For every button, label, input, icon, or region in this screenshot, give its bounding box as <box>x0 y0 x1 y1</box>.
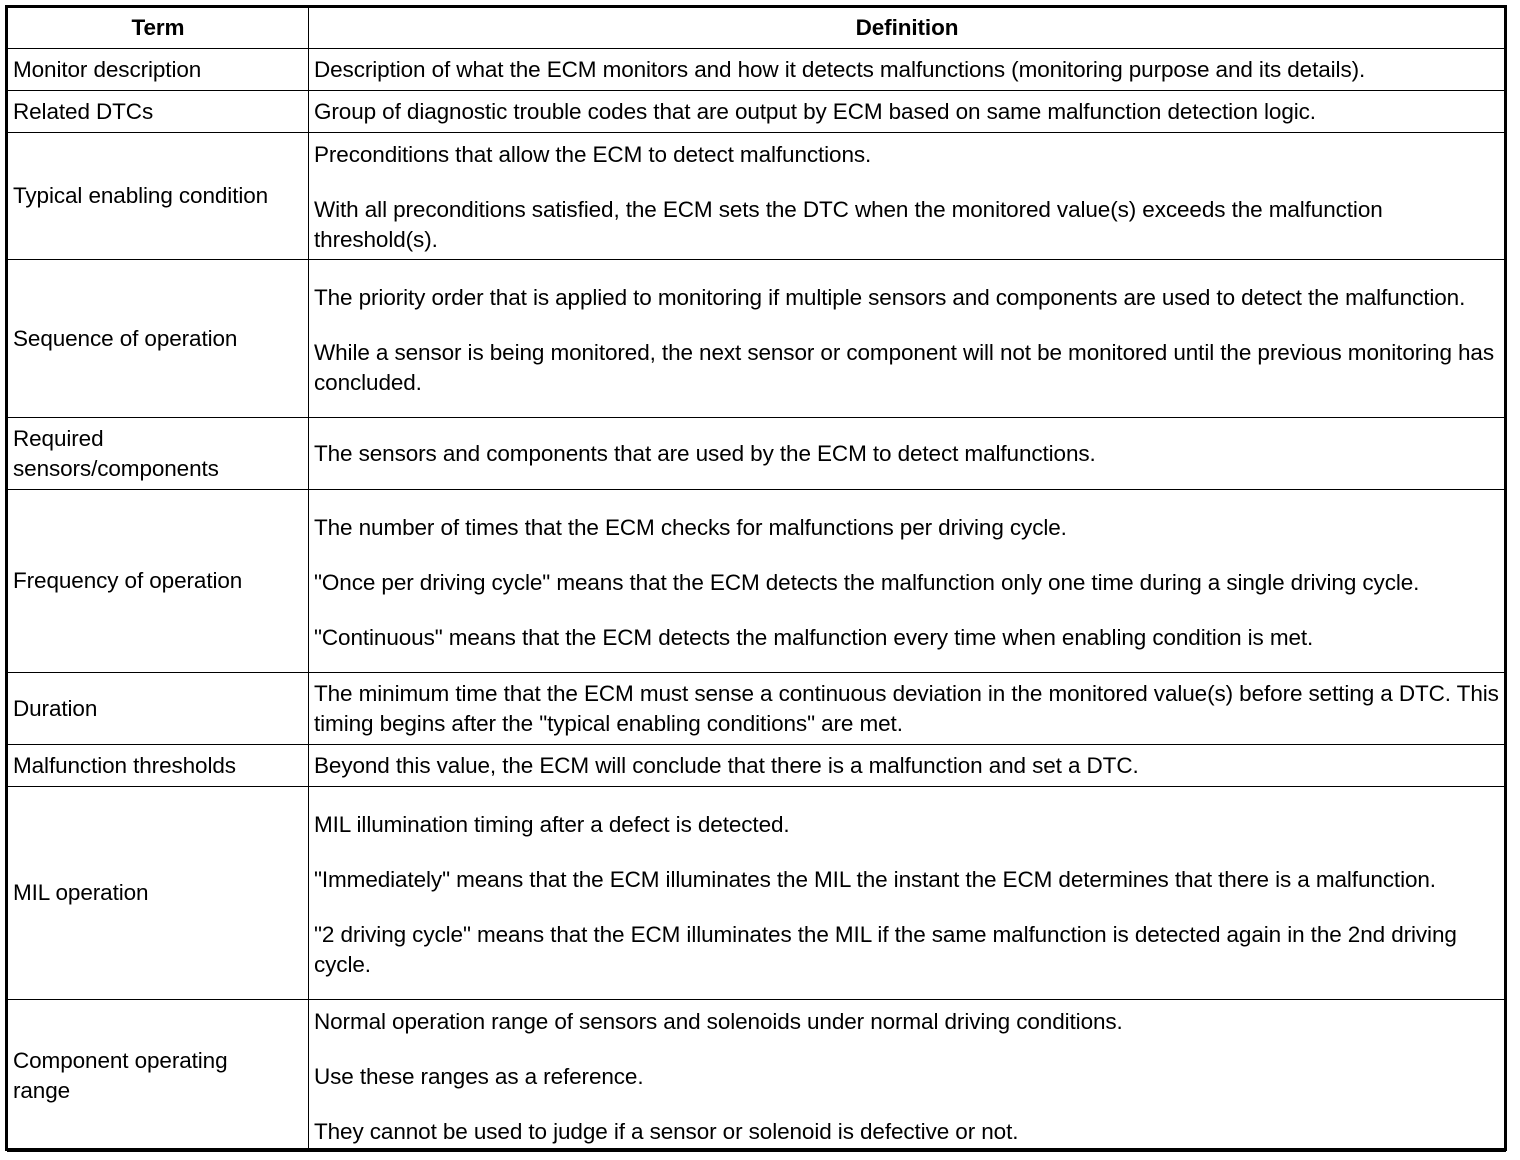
table-row <box>8 49 1506 91</box>
definition-cell <box>309 745 1506 787</box>
definition-paragraph: "Immediately" means that the ECM illuminates the MIL the instant the ECM determines that there is a malfunction. <box>314 866 1436 892</box>
table-row <box>8 673 1506 745</box>
definition-paragraph: MIL illumination timing after a defect is detected. <box>314 811 790 837</box>
definition-paragraph: Group of diagnostic trouble codes that are output by ECM based on same malfunction detection logic. <box>314 98 1316 124</box>
term-cell: Frequency of operation <box>8 490 309 673</box>
definition-cell <box>309 133 1506 260</box>
definition-paragraph: While a sensor is being monitored, the next sensor or component will not be monitored until the previous monitoring has concluded. <box>314 339 1494 395</box>
definition-cell <box>309 49 1506 91</box>
definition-paragraph: Beyond this value, the ECM will conclude that there is a malfunction and set a DTC. <box>314 752 1139 778</box>
table-row <box>8 745 1506 787</box>
term-cell: Related DTCs <box>8 91 309 133</box>
definition-paragraph: "2 driving cycle" means that the ECM illuminates the MIL if the same malfunction is detected again in the 2nd driving cycle. <box>314 921 1457 977</box>
definition-column-header: Definition <box>309 8 1506 49</box>
term-cell: Typical enabling condition <box>8 133 309 260</box>
term-cell: Monitor description <box>8 49 309 91</box>
definition-paragraph: The minimum time that the ECM must sense a continuous deviation in the monitored value(s) before setting a DTC. This timing begins after the "typical enabling conditions" are met. <box>314 680 1499 736</box>
table-row <box>8 490 1506 673</box>
term-cell: Component operating range <box>8 1000 309 1152</box>
term-cell: Sequence of operation <box>8 260 309 418</box>
term-cell: Required sensors/components <box>8 418 309 490</box>
table-row <box>8 260 1506 418</box>
definition-paragraph: With all preconditions satisfied, the ECM sets the DTC when the monitored value(s) exceeds the malfunction threshold(s). <box>314 197 1383 252</box>
definition-paragraph: "Continuous" means that the ECM detects the malfunction every time when enabling condition is met. <box>314 624 1314 650</box>
definition-cell <box>309 787 1506 1000</box>
definition-cell <box>309 673 1506 745</box>
definition-cell <box>309 418 1506 490</box>
table-row <box>8 1000 1506 1152</box>
definition-paragraph: Preconditions that allow the ECM to detect malfunctions. <box>314 142 872 167</box>
table-row <box>8 133 1506 260</box>
table-header-row <box>8 8 1506 49</box>
term-column-header: Term <box>8 8 309 49</box>
table-row <box>8 418 1506 490</box>
definition-cell <box>309 1000 1506 1152</box>
definition-paragraph: Use these ranges as a reference. <box>314 1064 644 1089</box>
definition-cell <box>309 490 1506 673</box>
table-row <box>8 787 1506 1000</box>
term-cell: Duration <box>8 673 309 745</box>
definition-cell <box>309 260 1506 418</box>
table-row <box>8 91 1506 133</box>
definition-paragraph: They cannot be used to judge if a sensor or solenoid is defective or not. <box>314 1119 1019 1144</box>
definition-paragraph: Description of what the ECM monitors and how it detects malfunctions (monitoring purpose and its details). <box>314 56 1366 82</box>
terms-definitions-table <box>7 7 1506 1152</box>
term-cell: MIL operation <box>8 787 309 1000</box>
term-cell: Malfunction thresholds <box>8 745 309 787</box>
definition-paragraph: The sensors and components that are used by the ECM to detect malfunctions. <box>314 440 1096 466</box>
definition-paragraph: "Once per driving cycle" means that the ECM detects the malfunction only one time during a single driving cycle. <box>314 569 1420 595</box>
definition-cell <box>309 91 1506 133</box>
definition-paragraph: The number of times that the ECM checks for malfunctions per driving cycle. <box>314 514 1067 540</box>
definition-paragraph: The priority order that is applied to monitoring if multiple sensors and components are used to detect the malfunction. <box>314 284 1466 310</box>
definition-paragraph: Normal operation range of sensors and solenoids under normal driving conditions. <box>314 1009 1123 1034</box>
